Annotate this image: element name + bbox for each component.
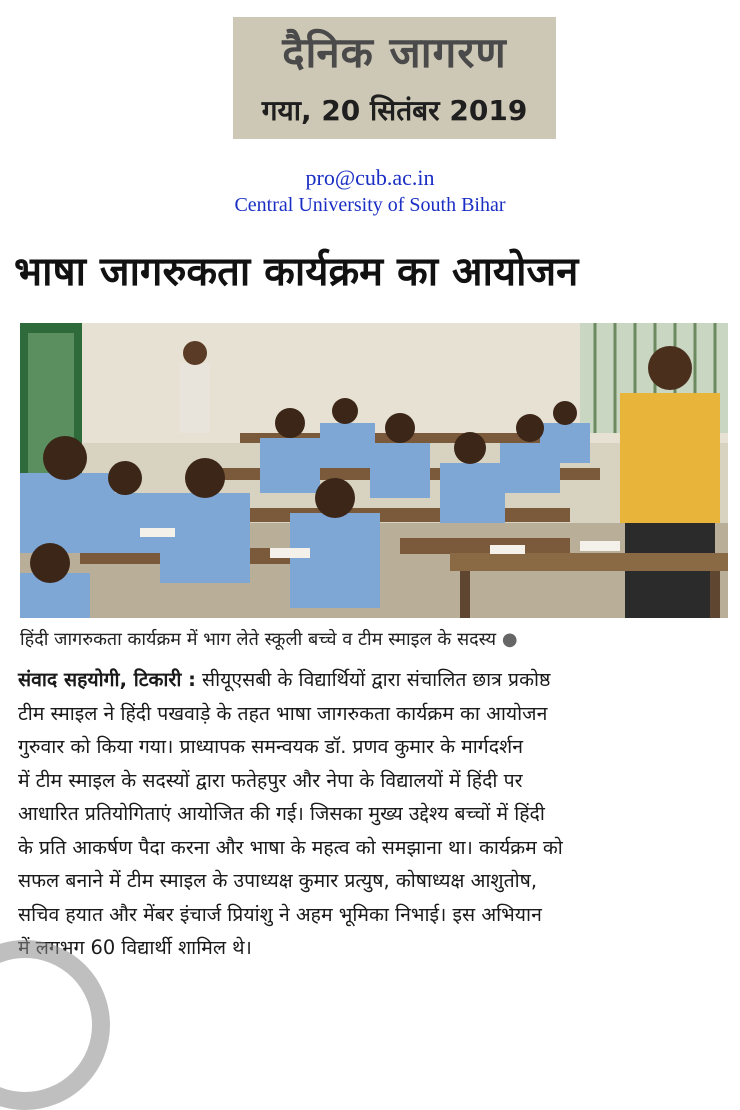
university-name: Central University of South Bihar (234, 194, 506, 216)
article-line (18, 663, 730, 697)
photo-caption (20, 627, 732, 651)
photo-caption-text: हिंदी जागरुकता कार्यक्रम में भाग लेते स्कूली बच्चे व टीम स्माइल के सदस्य (20, 629, 497, 650)
article-line: सफल बनाने में टीम स्माइल के उपाध्यक्ष कुमार प्रत्युष, कोषाध्यक्ष आशुतोष, (18, 869, 538, 892)
article-line: में टीम स्माइल के सदस्यों द्वारा फतेहपुर और नेपा के विद्यालयों में हिंदी पर (18, 768, 523, 792)
article-line-text: सीयूएसबी के विद्यार्थियों द्वारा संचालित छात्र प्रकोष्ठ (202, 668, 551, 691)
classroom-photo (20, 323, 728, 618)
newspaper-dateline: गया, 20 सितंबर 2019 (261, 94, 528, 127)
decorative-corner-arc (0, 940, 110, 1110)
classroom-photo-illustration (20, 323, 728, 618)
article-line: गुरुवार को किया गया। प्राध्यापक समन्वयक डॉ. प्रणव कुमार के मार्गदर्शन (18, 735, 523, 758)
article-line: सचिव हयात और मेंबर इंचार्ज प्रियांशु ने अहम भूमिका निभाई। इस अभियान (18, 902, 542, 926)
article-line: के प्रति आकर्षण पैदा करना और भाषा के महत्व को समझाना था। कार्यक्रम को (18, 835, 563, 859)
newspaper-masthead (233, 17, 556, 139)
article-byline: संवाद सहयोगी, टिकारी : (18, 668, 196, 691)
article-line: आधारित प्रतियोगिताएं आयोजित की गई। जिसका मुख्य उद्देश्य बच्चों में हिंदी (18, 802, 545, 825)
article-headline: भाषा जागरुकता कार्यक्रम का आयोजन (14, 249, 579, 295)
article-line: टीम स्माइल ने हिंदी पखवाड़े के तहत भाषा जागरुकता कार्यक्रम का आयोजन (18, 701, 548, 725)
article-body (18, 663, 730, 965)
article-line: में लगभग 60 विद्यार्थी शामिल थे। (18, 936, 252, 959)
contact-email: pro@cub.ac.in (305, 165, 435, 190)
caption-bullet-icon: ● (501, 629, 518, 650)
newspaper-title: दैनिक जागरण (282, 28, 507, 77)
